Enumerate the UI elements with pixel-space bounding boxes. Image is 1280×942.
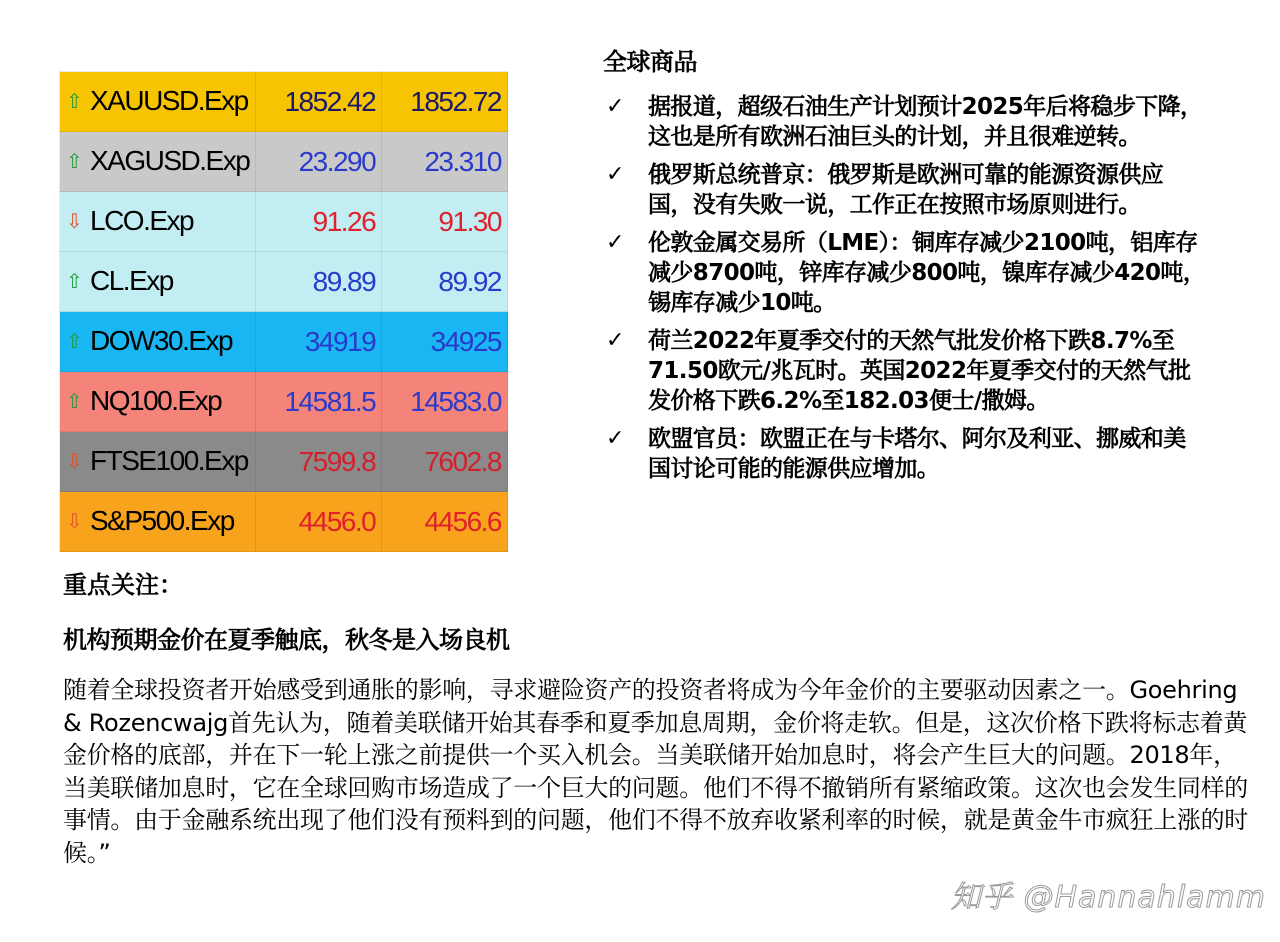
quote-symbol-cell	[60, 492, 256, 552]
focus-label: 重点关注：	[63, 571, 183, 599]
quote-symbol: FTSE100.Exp	[90, 445, 248, 476]
article-body: 随着全球投资者开始感受到通胀的影响，寻求避险资产的投资者将成为今年金价的主要驱动因素之一。Goehring & Rozencwajg首先认为，随着美联储开始其春季和夏季加息周期，金价将走软。但是，这次价格下跌将标志着黄金价格的底部，并在下一轮上涨之前提供一个买入机会。当美联储开始加息时，将会产生巨大的问题。2018年，当美联储加息时，它在全球回购市场造成了一个巨大的问题。他们不得不撤销所有紧缩政策。这次也会发生同样的事情。由于金融系统出现了他们没有预料到的问题，他们不得不放弃收紧利率的时候，就是黄金牛市疯狂上涨的时候。”	[63, 676, 1248, 867]
quote-bid: 4456.0	[256, 492, 382, 552]
quote-symbol: CL.Exp	[90, 265, 173, 296]
news-item: ✓ 伦敦金属交易所（LME）：铜库存减少2100吨，铝库存减少8700吨，锌库存减少800吨，镍库存减少420吨，锡库存减少10吨。	[606, 230, 1206, 316]
quote-symbol: LCO.Exp	[90, 205, 194, 236]
quote-symbol: S&P500.Exp	[90, 505, 234, 536]
quote-bid: 7599.8	[256, 432, 382, 492]
quote-row	[60, 72, 508, 132]
quote-symbol: XAGUSD.Exp	[90, 145, 250, 176]
quote-table	[59, 71, 508, 552]
quote-ask: 91.30	[382, 192, 508, 252]
quote-ask: 34925	[382, 312, 508, 372]
news-item: ✓ 荷兰2022年夏季交付的天然气批发价格下跌8.7%至71.50欧元/兆瓦时。英国2022年夏季交付的天然气批发价格下跌6.2%至182.03便士/撒姆。	[606, 328, 1191, 414]
quote-symbol-cell	[60, 372, 256, 432]
commodities-title: 全球商品	[603, 48, 697, 76]
quote-bid: 34919	[256, 312, 382, 372]
quote-symbol: XAUUSD.Exp	[90, 85, 248, 116]
arrow-up-icon: ⇧	[66, 271, 83, 293]
quote-ask: 23.310	[382, 132, 508, 192]
quote-row	[60, 312, 508, 372]
quote-row	[60, 252, 508, 312]
arrow-up-icon: ⇧	[66, 151, 83, 173]
arrow-up-icon: ⇧	[66, 91, 83, 113]
quote-symbol-cell	[60, 132, 256, 192]
quote-symbol: DOW30.Exp	[90, 325, 233, 356]
quote-bid: 91.26	[256, 192, 382, 252]
quote-symbol-cell	[60, 312, 256, 372]
arrow-up-icon: ⇧	[66, 331, 83, 353]
quote-ask: 1852.72	[382, 72, 508, 132]
quote-ask: 89.92	[382, 252, 508, 312]
quote-symbol-cell	[60, 192, 256, 252]
quote-symbol-cell	[60, 72, 256, 132]
news-item: ✓ 据报道，超级石油生产计划预计2025年后将稳步下降，这也是所有欧洲石油巨头的计划，并且很难逆转。	[606, 94, 1203, 150]
quote-symbol: NQ100.Exp	[90, 385, 222, 416]
quote-bid: 23.290	[256, 132, 382, 192]
arrow-up-icon: ⇧	[66, 391, 83, 413]
quote-row	[60, 132, 508, 192]
quote-row	[60, 492, 508, 552]
quote-bid: 89.89	[256, 252, 382, 312]
commodities-news-list	[606, 92, 1206, 492]
watermark: 知乎 @Hannahlamm	[950, 880, 1266, 915]
quote-symbol-cell	[60, 252, 256, 312]
arrow-down-icon: ⇩	[66, 451, 83, 473]
article-headline: 机构预期金价在夏季触底，秋冬是入场良机	[63, 626, 510, 654]
news-item: ✓ 欧盟官员：欧盟正在与卡塔尔、阿尔及利亚、挪威和美国讨论可能的能源供应增加。	[606, 426, 1186, 482]
quote-ask: 4456.6	[382, 492, 508, 552]
quote-row	[60, 372, 508, 432]
check-icon: ✓	[606, 162, 624, 187]
quote-row	[60, 432, 508, 492]
news-item: ✓ 俄罗斯总统普京：俄罗斯是欧洲可靠的能源资源供应国，没有失败一说，工作正在按照市场原则进行。	[606, 162, 1164, 218]
arrow-down-icon: ⇩	[66, 211, 83, 233]
check-icon: ✓	[606, 426, 624, 451]
check-icon: ✓	[606, 328, 624, 353]
quote-ask: 14583.0	[382, 372, 508, 432]
check-icon: ✓	[606, 230, 624, 255]
arrow-down-icon: ⇩	[66, 511, 83, 533]
quote-bid: 14581.5	[256, 372, 382, 432]
check-icon: ✓	[606, 94, 624, 119]
quote-ask: 7602.8	[382, 432, 508, 492]
quote-bid: 1852.42	[256, 72, 382, 132]
quote-symbol-cell	[60, 432, 256, 492]
quote-row	[60, 192, 508, 252]
